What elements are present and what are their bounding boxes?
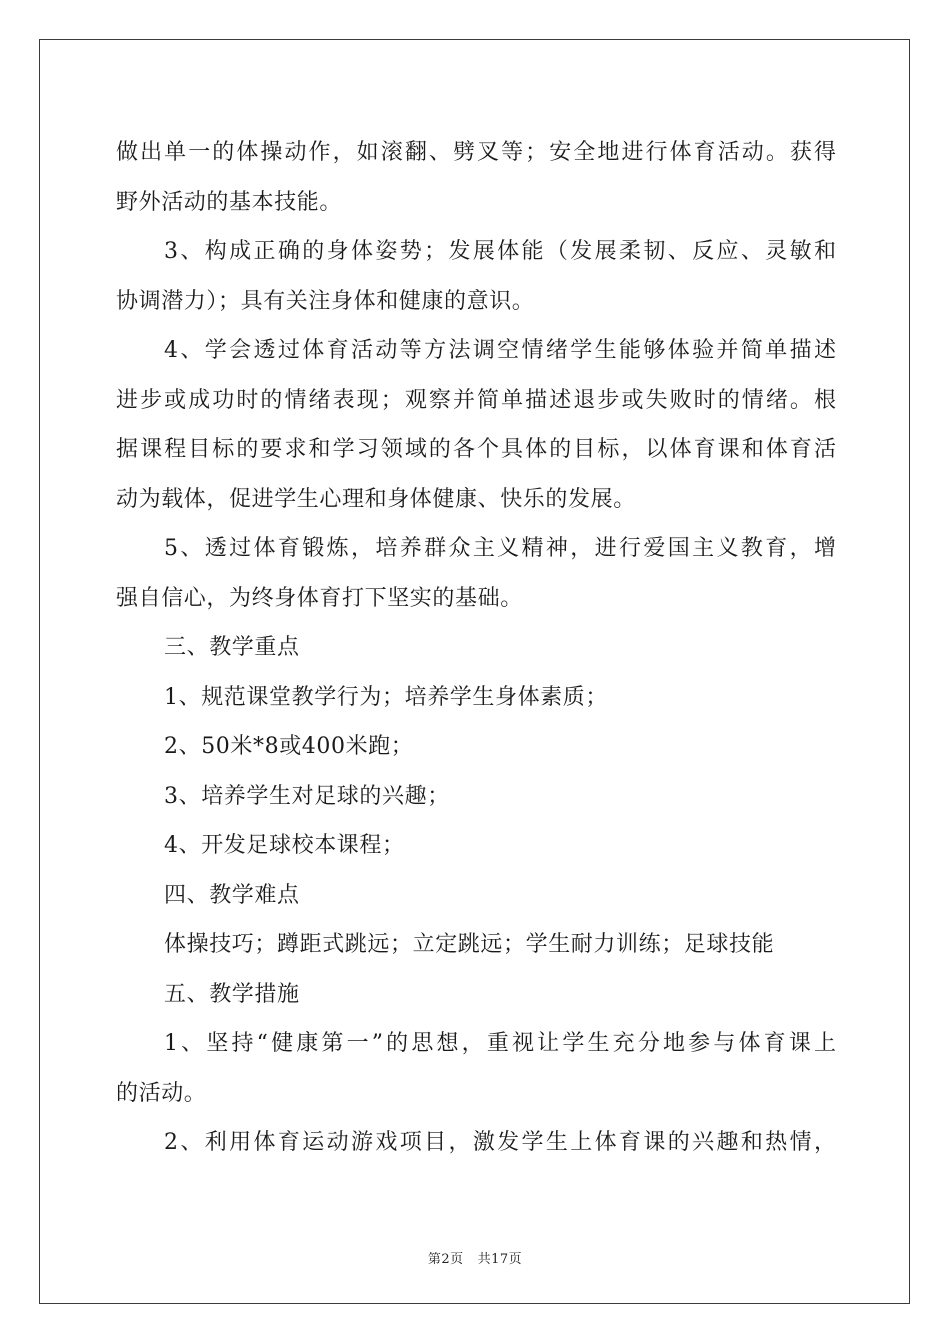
body-line: 5、透过体育锻炼，培养群众主义精神，进行爱国主义教育，增 [164, 536, 836, 561]
section-heading: 四、教学难点 [164, 882, 300, 908]
body-line: 动为载体，促进学生心理和身体健康、快乐的发展。 [116, 486, 636, 512]
list-item: 4、开发足球校本课程； [164, 833, 405, 858]
list-item: 1、规范课堂教学行为；培养学生身体素质； [164, 684, 608, 710]
page-number: 第2页 [427, 1252, 464, 1267]
body-line: 进步或成功时的情绪表现；观察并简单描述退步或失败时的情绪。根 [116, 387, 836, 413]
body-line: 体操技巧；蹲距式跳远；立定跳远；学生耐力训练；足球技能 [164, 932, 775, 957]
body-line: 3、构成正确的身体姿势；发展体能（发展柔韧、反应、灵敏和 [164, 239, 836, 264]
list-item: 2、利用体育运动游戏项目，激发学生上体育课的兴趣和热情， [164, 1130, 836, 1155]
document-body [116, 128, 836, 1168]
page-total: 共17页 [477, 1252, 523, 1267]
list-item: 3、培养学生对足球的兴趣； [164, 783, 450, 809]
body-line: 4、学会透过体育活动等方法调空情绪学生能够体验并简单描述 [164, 338, 836, 363]
body-line: 的活动。 [116, 1080, 207, 1106]
body-line: 野外活动的基本技能。 [116, 189, 343, 215]
body-line: 做出单一的体操动作，如滚翻、劈叉等；安全地进行体育活动。获得 [116, 140, 836, 165]
list-item: 1、坚持“健康第一”的思想，重视让学生充分地参与体育课上 [164, 1031, 836, 1056]
list-item: 2、50米*8或400米跑； [164, 734, 414, 759]
section-heading: 五、教学措施 [164, 981, 300, 1007]
body-line: 协调潜力）；具有关注身体和健康的意识。 [116, 288, 535, 314]
body-line: 据课程目标的要求和学习领域的各个具体的目标，以体育课和体育活 [116, 437, 836, 462]
section-heading: 三、教学重点 [164, 635, 300, 660]
body-line: 强自信心，为终身体育打下坚实的基础。 [116, 585, 523, 611]
page-footer [0, 1248, 950, 1267]
